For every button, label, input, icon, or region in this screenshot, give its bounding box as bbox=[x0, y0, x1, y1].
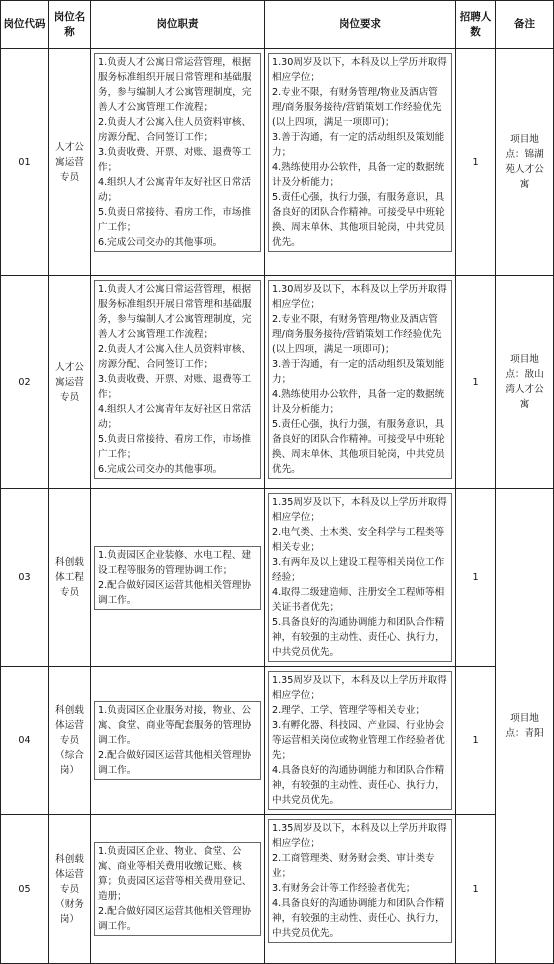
job-name: 人才公寓运营专员 bbox=[55, 141, 84, 183]
requirement-item: 4.取得二级建造师、注册安全工程师等相关证书者优先； bbox=[272, 587, 445, 613]
duty-item: 2.配合做好园区运营其他相关管理协调工作。 bbox=[98, 750, 252, 776]
requirements-list bbox=[268, 53, 452, 252]
job-name: 科创载体运营专员（综合岗） bbox=[55, 705, 84, 776]
table-row bbox=[1, 489, 554, 667]
duty-item: 6.完成公司交办的其他事项。 bbox=[98, 464, 223, 475]
job-code: 05 bbox=[1, 815, 49, 964]
requirement-item: 3.善于沟通，有一定的活动组织及策划能力； bbox=[272, 132, 445, 158]
requirement-item: 5.具备良好的沟通协调能力和团队合作精神，有较强的主动性、责任心、执行力，中共党员优先。 bbox=[272, 617, 445, 658]
header-name: 岗位名称 bbox=[49, 1, 91, 49]
header-code: 岗位代码 bbox=[1, 1, 49, 49]
job-note: 项目地点：青阳 bbox=[505, 713, 544, 739]
header-duties: 岗位职责 bbox=[91, 1, 265, 49]
duty-item: 3.负责收费、开票、对账、退费等工作； bbox=[98, 147, 252, 173]
duties-list bbox=[94, 842, 261, 936]
duty-item: 3.负责收费、开票、对账、退费等工作； bbox=[98, 374, 252, 400]
duty-item: 2.配合做好园区运营其他相关管理协调工作。 bbox=[98, 579, 252, 606]
requirement-item: 3.有两年及以上建设工程等相关岗位工作经验； bbox=[272, 557, 445, 583]
requirement-item: 1.35周岁及以下，本科及以上学历并取得相应学位； bbox=[272, 675, 447, 701]
requirement-item: 4.具备良好的沟通协调能力和团队合作精神，有较强的主动性、责任心、执行力，中共党员优先。 bbox=[272, 898, 445, 939]
requirement-item: 3.有财务会计等工作经验者优先； bbox=[272, 883, 416, 894]
hire-count: 1 bbox=[456, 49, 496, 276]
job-name: 科创载体运营专员（财务岗） bbox=[55, 853, 84, 925]
duty-item: 4.组织人才公寓青年友好社区日常活动； bbox=[98, 404, 252, 430]
duties-list bbox=[94, 280, 261, 479]
hire-count: 1 bbox=[456, 667, 496, 815]
job-name: 人才公寓运营专员 bbox=[55, 361, 84, 403]
table-row bbox=[1, 276, 554, 489]
job-code: 04 bbox=[1, 667, 49, 815]
job-note: 项目地点：敔山湾人才公寓 bbox=[505, 354, 544, 410]
requirement-item: 2.专业不限，有财务管理/物业及酒店管理/商务服务接待/营销策划工作经验优先(以上四项，满足一项即可)； bbox=[272, 87, 442, 128]
duty-item: 1.负责园区企业服务对接，物业、公寓、食堂、商业等配套服务的管理协调工作。 bbox=[98, 705, 252, 746]
requirement-item: 5.责任心强，执行力强，有服务意识，具备良好的团队合作精神。可接受早中班轮换、周末单休、其他项目轮岗，中共党员优先。 bbox=[272, 192, 445, 248]
job-code: 02 bbox=[1, 276, 49, 489]
requirement-item: 2.专业不限，有财务管理/物业及酒店管理/商务服务接待/营销策划工作经验优先(以上四项，满足一项即可)； bbox=[272, 314, 442, 355]
duties-list bbox=[94, 546, 261, 610]
duties-list bbox=[94, 701, 261, 780]
job-note: 项目地点：锦湖苑人才公寓 bbox=[505, 134, 544, 190]
duty-item: 5.负责日常接待、看房工作，市场推广工作； bbox=[98, 207, 252, 233]
duty-item: 6.完成公司交办的其他事项。 bbox=[98, 237, 223, 248]
duty-item: 1.负责园区企业装修、水电工程、建设工程等服务的管理协调工作； bbox=[98, 549, 252, 576]
duty-item: 1.负责人才公寓日常运营管理，根据服务标准组织开展日常管理和基础服务，参与编制人才公寓管理制度，完善人才公寓管理工作流程； bbox=[98, 284, 252, 340]
header-count: 招聘人数 bbox=[456, 1, 496, 49]
table-row bbox=[1, 815, 554, 964]
requirement-item: 3.有孵化器、科技园、产业园、行业协会等运营相关岗位或物业管理工作经验者优先； bbox=[272, 720, 445, 761]
requirement-item: 2.理学、工学、管理学等相关专业； bbox=[272, 705, 426, 716]
job-code: 01 bbox=[1, 49, 49, 276]
duty-item: 5.负责日常接待、看房工作，市场推广工作； bbox=[98, 434, 252, 460]
requirement-item: 2.工商管理类、财务财会类、审计类专业； bbox=[272, 853, 435, 879]
duty-item: 2.负责人才公寓入住人员资料审核、房源分配、合同签订工作； bbox=[98, 117, 252, 143]
requirement-item: 1.30周岁及以下，本科及以上学历并取得相应学位； bbox=[272, 57, 447, 83]
requirements-list bbox=[268, 671, 452, 810]
header-requirements: 岗位要求 bbox=[265, 1, 456, 49]
hire-count: 1 bbox=[456, 276, 496, 489]
header-row bbox=[1, 1, 554, 49]
table-row bbox=[1, 667, 554, 815]
requirements-list bbox=[268, 819, 452, 943]
requirement-item: 1.30周岁及以下，本科及以上学历并取得相应学位； bbox=[272, 284, 447, 310]
duties-list bbox=[94, 53, 261, 252]
table-row bbox=[1, 49, 554, 276]
job-name: 科创载体工程专员 bbox=[55, 557, 84, 598]
hire-count: 1 bbox=[456, 489, 496, 667]
requirement-item: 4.具备良好的沟通协调能力和团队合作精神，有较强的主动性、责任心、执行力，中共党员优先。 bbox=[272, 765, 445, 806]
duty-item: 2.配合做好园区运营其他相关管理协调工作。 bbox=[98, 906, 252, 932]
requirement-item: 5.责任心强，执行力强，有服务意识，具备良好的团队合作精神。可接受早中班轮换、周末单休、其他项目轮岗，中共党员优先。 bbox=[272, 419, 445, 475]
job-code: 03 bbox=[1, 489, 49, 667]
header-note: 备注 bbox=[496, 1, 554, 49]
duty-item: 4.组织人才公寓青年友好社区日常活动； bbox=[98, 177, 252, 203]
requirement-item: 2.电气类、土木类、安全科学与工程类等相关专业； bbox=[272, 527, 445, 553]
duty-item: 1.负责人才公寓日常运营管理，根据服务标准组织开展日常管理和基础服务，参与编制人才公寓管理制度，完善人才公寓管理工作流程； bbox=[98, 57, 252, 113]
requirements-list bbox=[268, 493, 452, 662]
requirement-item: 1.35周岁及以下，本科及以上学历并取得相应学位； bbox=[272, 497, 447, 523]
duty-item: 1.负责园区企业、物业、食堂、公寓、商业等相关费用收缴记账、核算；负责园区运营等相关费用登记、造册； bbox=[98, 846, 252, 902]
requirement-item: 4.熟练使用办公软件，具备一定的数据统计及分析能力； bbox=[272, 389, 445, 415]
requirement-item: 1.35周岁及以下，本科及以上学历并取得相应学位； bbox=[272, 823, 447, 849]
duty-item: 2.负责人才公寓入住人员资料审核、房源分配、合同签订工作； bbox=[98, 344, 252, 370]
requirement-item: 3.善于沟通，有一定的活动组织及策划能力； bbox=[272, 359, 445, 385]
hire-count: 1 bbox=[456, 815, 496, 964]
requirement-item: 4.熟练使用办公软件，具备一定的数据统计及分析能力； bbox=[272, 162, 445, 188]
requirements-list bbox=[268, 280, 452, 479]
